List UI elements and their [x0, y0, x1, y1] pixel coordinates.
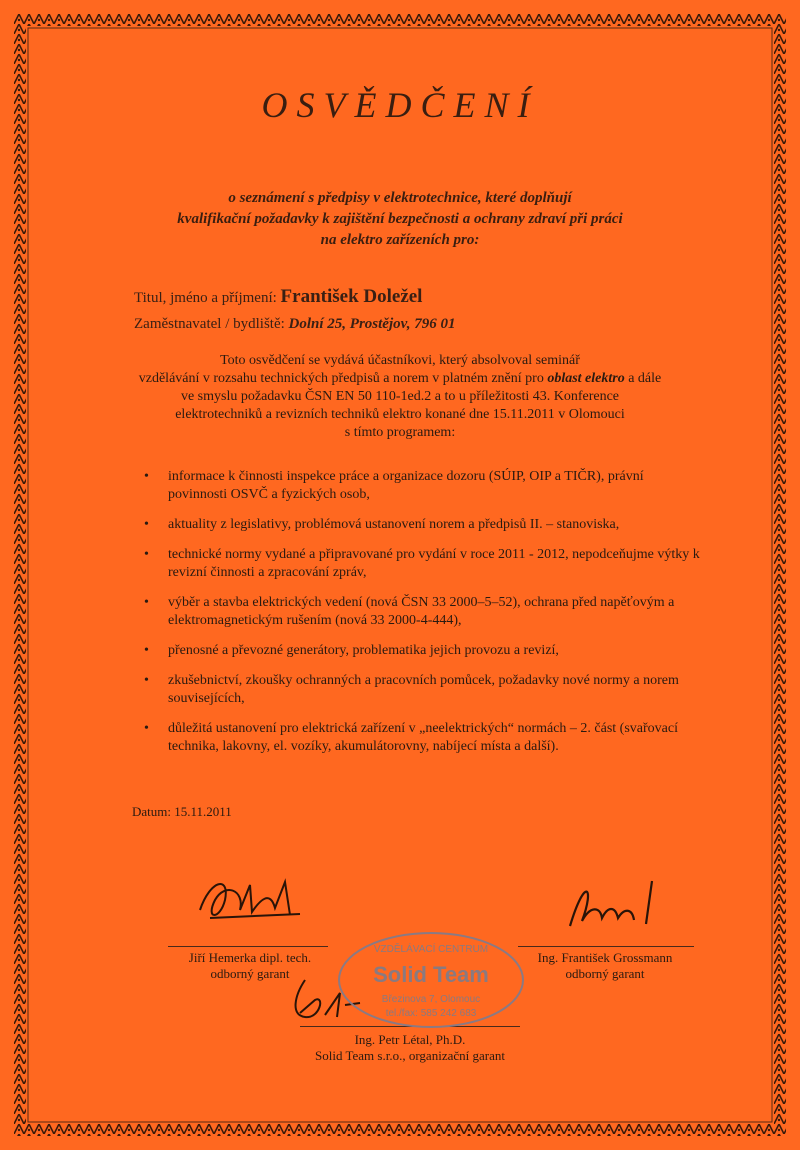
program-text: důležitá ustanovení pro elektrická zařízení v „neelektrických“ normách – 2. část (svařovací technika, lakovny, el. vozíky, akumulátorovny, nabíjecí místa a další).	[168, 721, 678, 754]
subtitle-line: kvalifikační požadavky k zajištění bezpečnosti a ochrany zdraví při práci	[177, 211, 623, 227]
intro-text: vzdělávání v rozsahu technických předpisů a norem v platném znění pro	[138, 371, 548, 386]
signatory-role: odborný garant	[210, 966, 290, 981]
certificate-title: OSVĚDČENÍ	[261, 85, 539, 125]
bullet-icon: •	[144, 721, 149, 736]
program-text: výběr a stavba elektrických vedení (nová ČSN 33 2000–5–52), ochrana před napěťovým a elektromagnetickým rušením (nová 33 2000-4-444),	[168, 595, 675, 628]
program-item	[140, 672, 700, 708]
stamp-main-text: Solid Team	[373, 962, 489, 987]
bullet-icon: •	[144, 595, 149, 610]
intro-line: ve smyslu požadavku ČSN EN 50 110-1ed.2 a to u příležitosti 43. Konference	[180, 389, 620, 404]
signatory-center	[290, 1032, 530, 1064]
intro-line: Toto osvědčení se vydává účastníkovi, který absolvoval seminář	[220, 353, 580, 368]
program-list	[140, 468, 700, 768]
stamp-address-text: Březinova 7, Olomouc	[381, 994, 481, 1005]
name-label: Titul, jméno a příjmení:	[134, 290, 277, 306]
stamp-top-text: VZDĚLÁVACÍ CENTRUM	[373, 944, 489, 955]
program-item	[140, 546, 700, 582]
intro-line	[100, 370, 700, 388]
signatory-role: odborný garant	[565, 966, 645, 981]
subtitle-line: na elektro zařízeních pro:	[320, 232, 480, 248]
name-value: František Doležel	[280, 286, 423, 307]
intro-line: s tímto programem:	[344, 425, 456, 440]
intro-paragraph	[100, 352, 700, 442]
signatory-name: Jiří Hemerka dipl. tech.	[188, 950, 312, 965]
bullet-icon: •	[144, 469, 149, 484]
program-item	[140, 594, 700, 630]
program-text: technické normy vydané a připravované pro vydání v roce 2011 - 2012, nepodceňujme výtky k revizní činnosti a zpracování zpráv,	[168, 547, 700, 580]
employer-field	[134, 316, 456, 333]
signature-right-icon	[560, 876, 670, 936]
bullet-icon: •	[144, 673, 149, 688]
program-text: zkušebnictví, zkoušky ochranných a pracovních pomůcek, požadavky nové normy a norem souvisejících,	[168, 673, 679, 706]
program-text: informace k činnosti inspekce práce a organizace dozoru (SÚIP, OIP a TIČR), právní povinnosti OSVČ a fyzických osob,	[168, 469, 644, 502]
issue-date: Datum: 15.11.2011	[132, 804, 232, 819]
organization-stamp	[336, 930, 526, 1030]
program-text: přenosné a převozné generátory, problematika jejich provozu a revizí,	[168, 643, 559, 658]
signatory-name: Ing. Petr Létal, Ph.D.	[354, 1032, 466, 1047]
intro-text: a dále	[624, 371, 662, 386]
intro-emphasis: oblast elektro	[547, 371, 625, 386]
program-text: aktuality z legislativy, problémová ustanovení norem a předpisů II. – stanoviska,	[168, 517, 620, 532]
signatory-name: Ing. František Grossmann	[537, 950, 673, 965]
signature-line-right	[518, 946, 694, 947]
intro-line: elektrotechniků a revizních techniků elektro konané dne 15.11.2011 v Olomouci	[175, 407, 625, 422]
stamp-tel-text: tel./fax: 585 242 683	[385, 1008, 477, 1019]
subtitle-line: o seznámení s předpisy v elektrotechnice, které doplňují	[228, 190, 572, 206]
signature-left-icon	[190, 870, 320, 930]
bullet-icon: •	[144, 547, 149, 562]
bullet-icon: •	[144, 643, 149, 658]
signatory-right	[520, 950, 690, 982]
signatory-left	[170, 950, 330, 982]
employer-label: Zaměstnavatel / bydliště:	[134, 316, 285, 332]
employer-value: Dolní 25, Prostějov, 796 01	[288, 316, 456, 332]
certificate-subtitle	[100, 188, 700, 251]
name-field	[134, 286, 422, 308]
program-item	[140, 516, 700, 534]
program-item	[140, 468, 700, 504]
program-item	[140, 720, 700, 756]
program-item	[140, 642, 700, 660]
signature-line-left	[168, 946, 328, 947]
signatory-role: Solid Team s.r.o., organizační garant	[315, 1048, 505, 1063]
bullet-icon: •	[144, 517, 149, 532]
